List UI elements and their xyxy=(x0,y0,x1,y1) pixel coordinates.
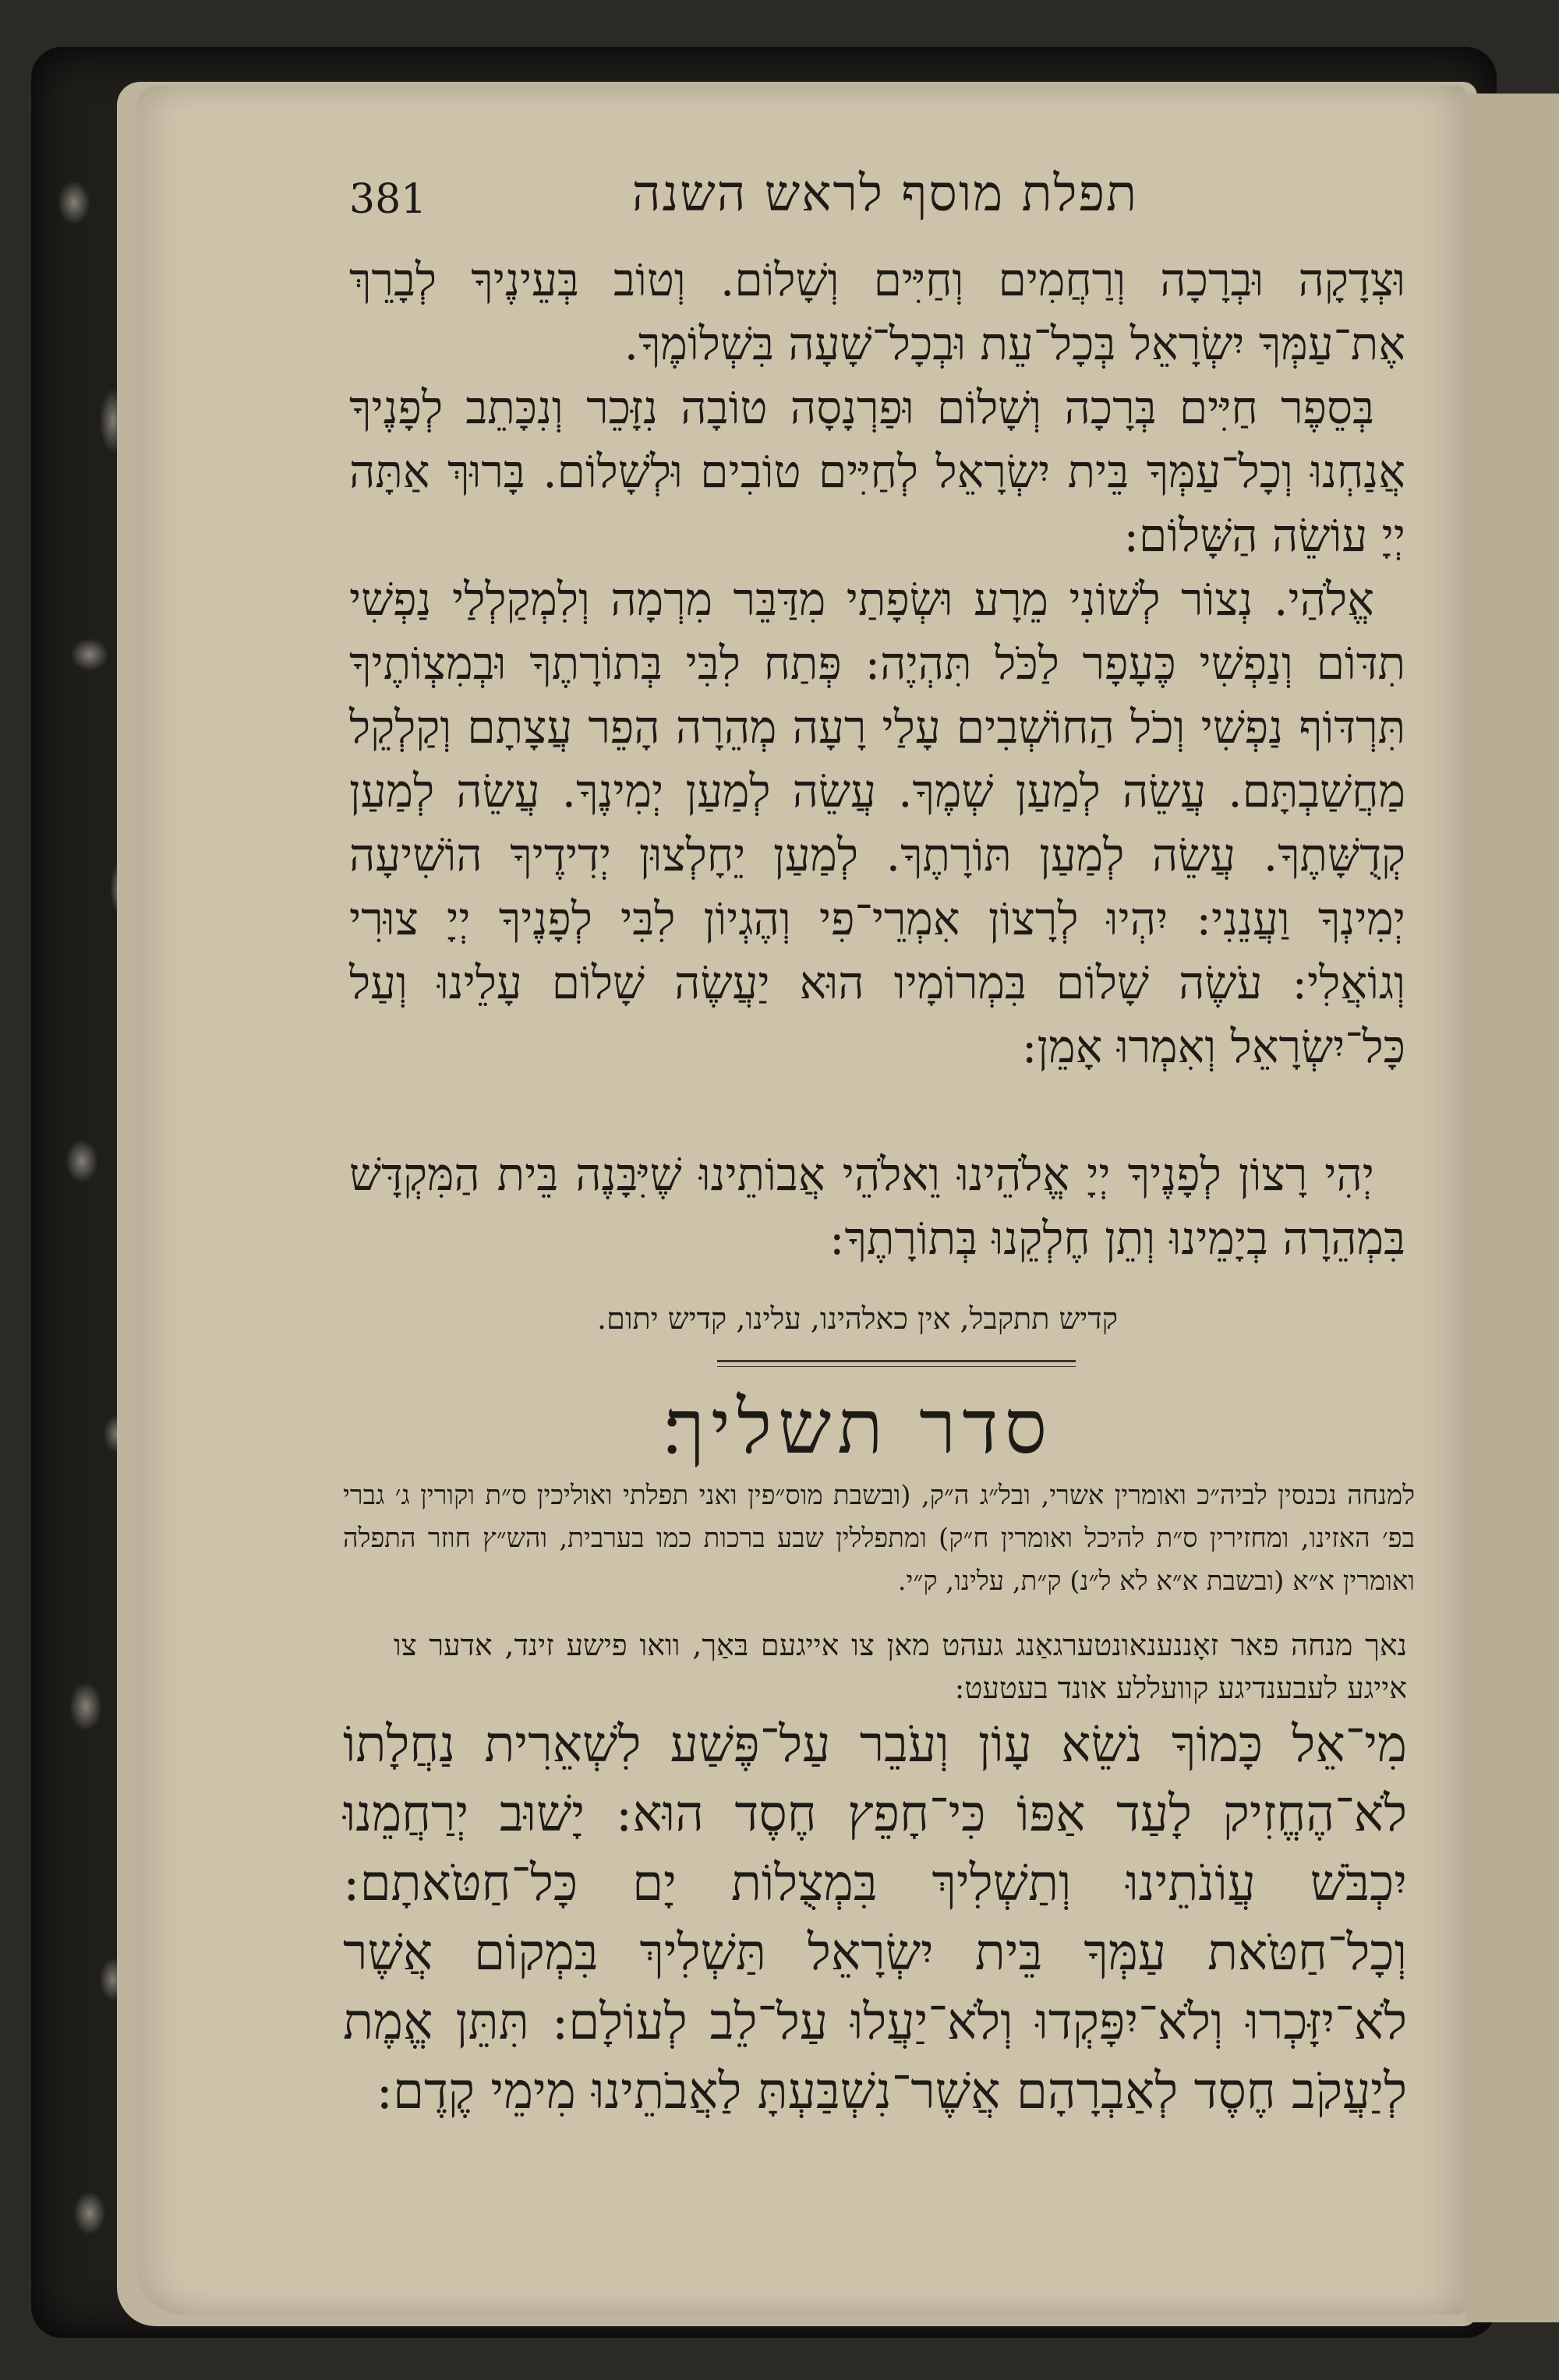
separator-rule-thin xyxy=(717,1366,1076,1367)
tashlich-prayer: מִי־אֵל כָּמוֹךָ נֹשֵׂא עָוֹן וְעֹבֵר עַל־פֶּשַׁע לִשְׁאֵרִית נַחֲלָתוֹ לֹא־הֶחֱזִיק לָעַד אַפּוֹ כִּי־חָפֵץ חֶסֶד הוּא: יָשׁוּב יְרַחֲמֵנוּ יִכְבֹּשׁ עֲוֹנֹתֵינוּ וְתַשְׁלִיךְ בִּמְצֻלוֹת יָם כָּל־חַטֹּאתָם: וְכָל־חַטֹּאת עַמְּךָ בֵּית יִשְׂרָאֵל תַּשְׁלִיךְ בִּמְקוֹם אֲשֶׁר לֹא־יִזָּכְרוּ וְלֹא־יִפָּקְדוּ וְלֹא־יַעֲלוּ עַל־לֵב לְעוֹלָם: תִּתֵּן אֱמֶת לְיַעֲקֹב חֶסֶד לְאַבְרָהָם אֲשֶׁר־נִשְׁבַּעְתָּ לַאֲבֹתֵינוּ מִימֵי קֶדֶם: xyxy=(343,1716,1407,2120)
elohai-netzor-paragraph: אֱלֹהַי. נְצוֹר לְשׁוֹנִי מֵרָע וּשְׂפָתַי מִדַּבֵּר מִרְמָה וְלִמְקַלְלַי נַפְשִׁי תִדּוֹם וְנַפְשִׁי כֶּעָפָר לַכֹּל תִּהְיֶה: פְּתַח לִבִּי בְּתוֹרָתֶךָ וּבְמִצְוֹתֶיךָ תִּרְדּוֹף נַפְשִׁי וְכֹל הַחוֹשְׁבִים עָלַי רָעָה מְהֵרָה הָפֵר עֲצָתָם וְקַלְקֵל מַחֲשַׁבְתָּם. עֲשֵׂה לְמַעַן שְׁמֶךָ. עֲשֵׂה לְמַעַן יְמִינֶךָ. עֲשֵׂה לְמַעַן קְדֻשָּׁתֶךָ. עֲשֵׂה לְמַעַן תּוֹרָתֶךָ. לְמַעַן יֵחָלְצוּן יְדִידֶיךָ הוֹשִׁיעָה יְמִינְךָ וַעֲנֵנִי: יִהְיוּ לְרָצוֹן אִמְרֵי־פִי וְהֶגְיוֹן לִבִּי לְפָנֶיךָ יְיָ צוּרִי וְגוֹאֲלִי: עֹשֶׂה שָׁלוֹם בִּמְרוֹמָיו הוּא יַעֲשֶׂה שָׁלוֹם עָלֵינוּ וְעַל כָּל־יִשְׂרָאֵל וְאִמְרוּ אָמֵן: xyxy=(349,573,1406,1073)
closing-instruction: קדיש תתקבל, אין כאלהינו, עלינו, קדיש יתום. xyxy=(597,1301,1118,1336)
section-title: סדר תשליך׃ xyxy=(661,1383,1054,1471)
blessing-paragraph: וּצְדָקָה וּבְרָכָה וְרַחֲמִים וְחַיִּים וְשָׁלוֹם. וְטוֹב בְּעֵינֶיךָ לְבָרֵךְ אֶת־עַמְּךָ יִשְׂרָאֵל בְּכָל־עֵת וּבְכָל־שָׁעָה בִּשְׁלוֹמֶךָ. xyxy=(349,253,1405,370)
facing-page-edge xyxy=(1465,94,1559,2322)
yehi-ratzon-paragraph: יְהִי רָצוֹן לְפָנֶיךָ יְיָ אֱלֹהֵינוּ וֵאלֹהֵי אֲבוֹתֵינוּ שֶׁיִּבָּנֶה בֵּית הַמִּקְדָּשׁ בִּמְהֵרָה בְיָמֵינוּ וְתֵן חֶלְקֵנוּ בְּתוֹרָתֶךָ: xyxy=(349,1148,1405,1265)
book-of-life-paragraph: בְּסֵפֶר חַיִּים בְּרָכָה וְשָׁלוֹם וּפַרְנָסָה טוֹבָה נִזָּכֵר וְנִכָּתֵב לְפָנֶיךָ אֲנַחְנוּ וְכָל־עַמְּךָ בֵּית יִשְׂרָאֵל לְחַיִּים טוֹבִים וּלְשָׁלוֹם. בָּרוּךְ אַתָּה יְיָ עוֹשֵׂה הַשָּׁלוֹם: xyxy=(349,381,1405,562)
page-number: 381 xyxy=(349,176,427,223)
rubric-yiddish: נאך מנחה פאר זאָננענאונטערגאַנג געהט מאן צו אייגעם בּאַך, וואו פישע זינד, אדער צו אייגע לעבענדיגע קוועללע אונד בעטעט: xyxy=(394,1628,1407,1705)
separator-rule xyxy=(717,1360,1076,1362)
rubric-hebrew: למנחה נכנסין לביה״כ ואומרין אשרי, ובל״ג ה״ק, (ובשבת מוס״פין ואני תפלתי ואוליכין ס״ת וקורין ג׳ גברי בפ׳ האזינו, ומחזירין ס״ת להיכל ואומרין ח״ק) ומתפללין שבע ברכות כמו בערבית, והש״ץ חוזר התפלה ואומרין א״א (ובשבת א״א לא ל״נ) ק״ת, עלינו, ק״י. xyxy=(343,1480,1415,1597)
running-head: תפלת מוסף לראש השנה xyxy=(631,165,1138,223)
